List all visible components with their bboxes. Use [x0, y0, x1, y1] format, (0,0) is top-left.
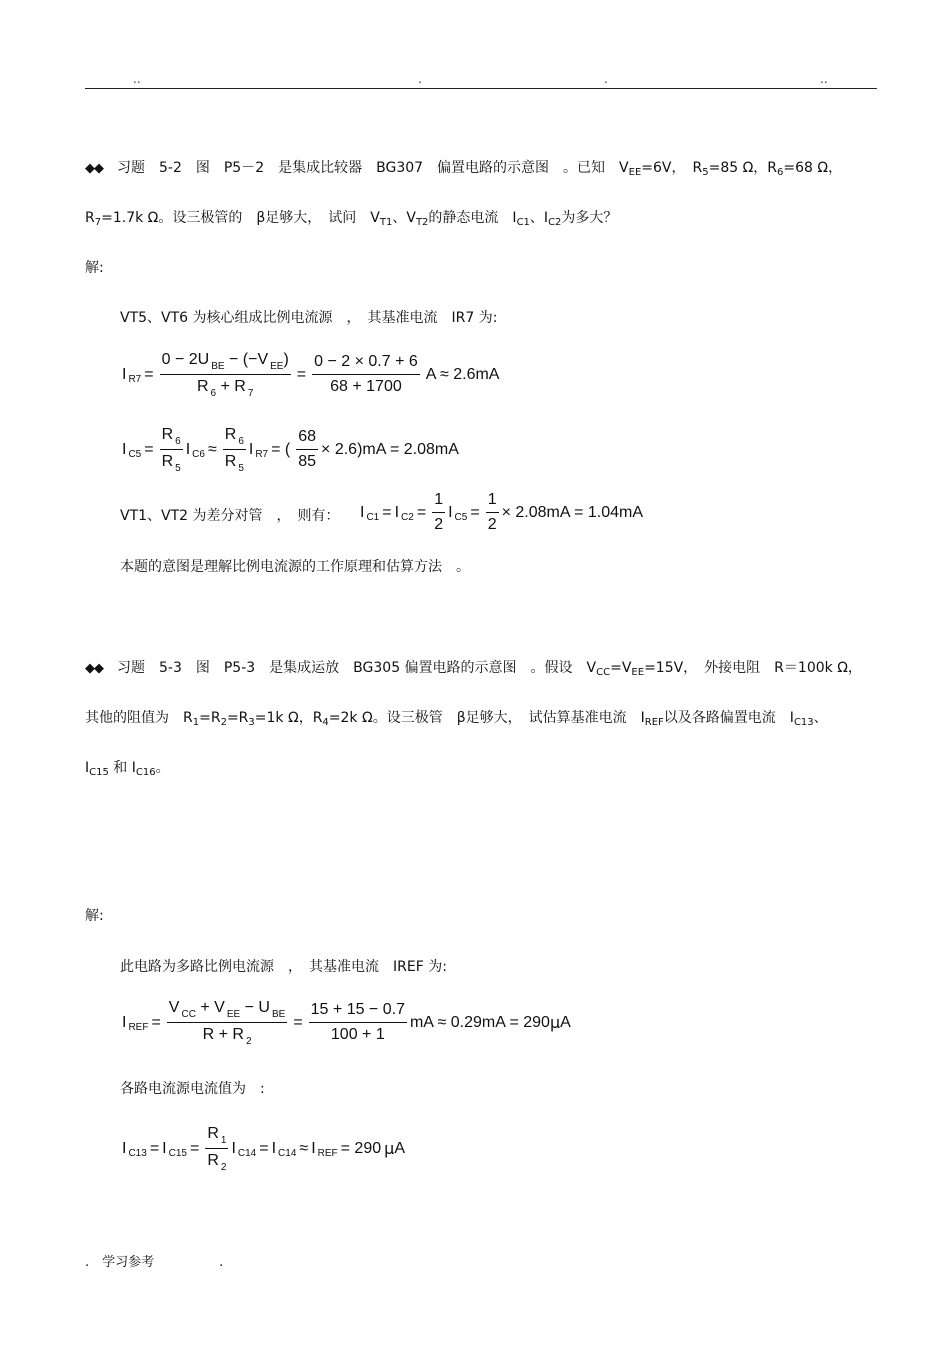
- header-mark: ..: [133, 72, 141, 86]
- solution-intro: VT5、VT6 为核心组成比例电流源 ， 其基准电流 IR7 为:: [120, 310, 498, 326]
- equation-iref: I REF = $\frac{V _{CC} + V _{EE} - U _{BE}}{R + R _2}$ = $\frac{15 + 15 - 0.7}{100 + 1}$ mA ≈ 0.29mA = 290 μ A: [122, 999, 571, 1047]
- problem-5-3-statement-line2: 其他的阻值为 $R_1=R_2=R_3=1k$ Ω，$R_4=2k$ Ω。设三极管 β足够大， 试估算基准电流 $I_{REF}$以及各路偏置电流 $I_{C13}$、: [85, 710, 828, 728]
- diamond-bullet-icon: ◆◆: [85, 161, 103, 176]
- header-mark: ..: [820, 72, 828, 86]
- fraction: $\frac{15 + 15 - 0.7}{100 + 1}$: [310, 1001, 405, 1043]
- header-mark: .: [604, 72, 608, 86]
- header-rule: [85, 88, 877, 89]
- fraction: $\frac{R _6}{R _5}$: [224, 426, 244, 474]
- header-mark: .: [418, 72, 422, 86]
- equation-ic13: I C13 = I C15 = $\frac{R _1}{R _2}$ I C14 = I C14 ≈ I REF = 290 μ A: [122, 1125, 405, 1173]
- vt12-text: VT1、VT2 为差分对管 ， 则有：: [120, 508, 340, 524]
- mu-symbol: μ: [384, 1139, 395, 1158]
- equation-ir7: I R7 = $\frac{0 - 2U _{BE} - (-V _{EE})}{R _6 + R _7}$ = $\frac{0 - 2 \times 0.7 + 6}{68 + 1700}$ A ≈ 2.6mA: [122, 351, 500, 399]
- page-footer: . 学习参考 .: [85, 1255, 224, 1270]
- diamond-bullet-icon: ◆◆: [85, 661, 103, 676]
- equation-ic1: I C1 = I C2 = $\frac{1}{2}$ I C5 = $\frac{1}{2}$ × 2.08mA = 1.04mA: [360, 491, 644, 533]
- fraction: $\frac{V _{CC} + V _{EE} - U _{BE}}{R + R _2}$: [168, 999, 286, 1047]
- equation-ic5: I C5 = $\frac{R _6}{R _5}$ I C6 ≈ $\frac{R _6}{R _5}$ I R7 = ( $\frac{68}{85}$ × 2.6)mA = 2.08mA: [122, 426, 459, 474]
- mu-symbol: μ: [549, 1013, 561, 1032]
- problem-5-3-statement-line1: ◆◆ 习题 5-3 图 P5-3 是集成运放 BG305 偏置电路的示意图 。假设 $V_{CC}=V_{EE}=15V$， 外接电阻 R＝100k Ω，: [85, 660, 862, 678]
- fraction: $\frac{R _6}{R _5}$: [161, 426, 181, 474]
- fraction: $\frac{1}{2}$: [434, 491, 444, 533]
- solution-label: 解:: [85, 908, 104, 924]
- fraction: $\frac{68}{85}$: [298, 428, 317, 470]
- fraction: $\frac{0 - 2 \times 0.7 + 6}{68 + 1700}$: [314, 353, 418, 395]
- fraction: $\frac{R _1}{R _2}$: [207, 1125, 227, 1173]
- branch-currents-text: 各路电流源电流值为 :: [120, 1081, 265, 1097]
- solution-intro: 此电路为多路比例电流源 ， 其基准电流 IREF 为:: [120, 959, 447, 975]
- fraction: $\frac{0 - 2U _{BE} - (-V _{EE})}{R _6 + R _7}$: [161, 351, 289, 399]
- problem-5-3-statement-line3: $I_{C15}$ 和 $I_{C16}$。: [85, 760, 170, 778]
- problem-5-2-statement-line2: $R_7=1.7k$ Ω。设三极管的 β足够大， 试问 $V_{T1}$、$V_{T2}$的静态电流 $I_{C1}$、$I_{C2}$为多大？: [85, 210, 618, 228]
- problem-5-2-statement-line1: ◆◆ 习题 5-2 图 P5－2 是集成比较器 BG307 偏置电路的示意图 。已知 $V_{EE}=6V$， $R_5=85$ Ω，$R_6=68$ Ω，: [85, 160, 843, 178]
- conclusion-text: 本题的意图是理解比例电流源的工作原理和估算方法 。: [120, 559, 470, 575]
- solution-label: 解:: [85, 260, 104, 276]
- fraction: $\frac{1}{2}$: [487, 491, 497, 533]
